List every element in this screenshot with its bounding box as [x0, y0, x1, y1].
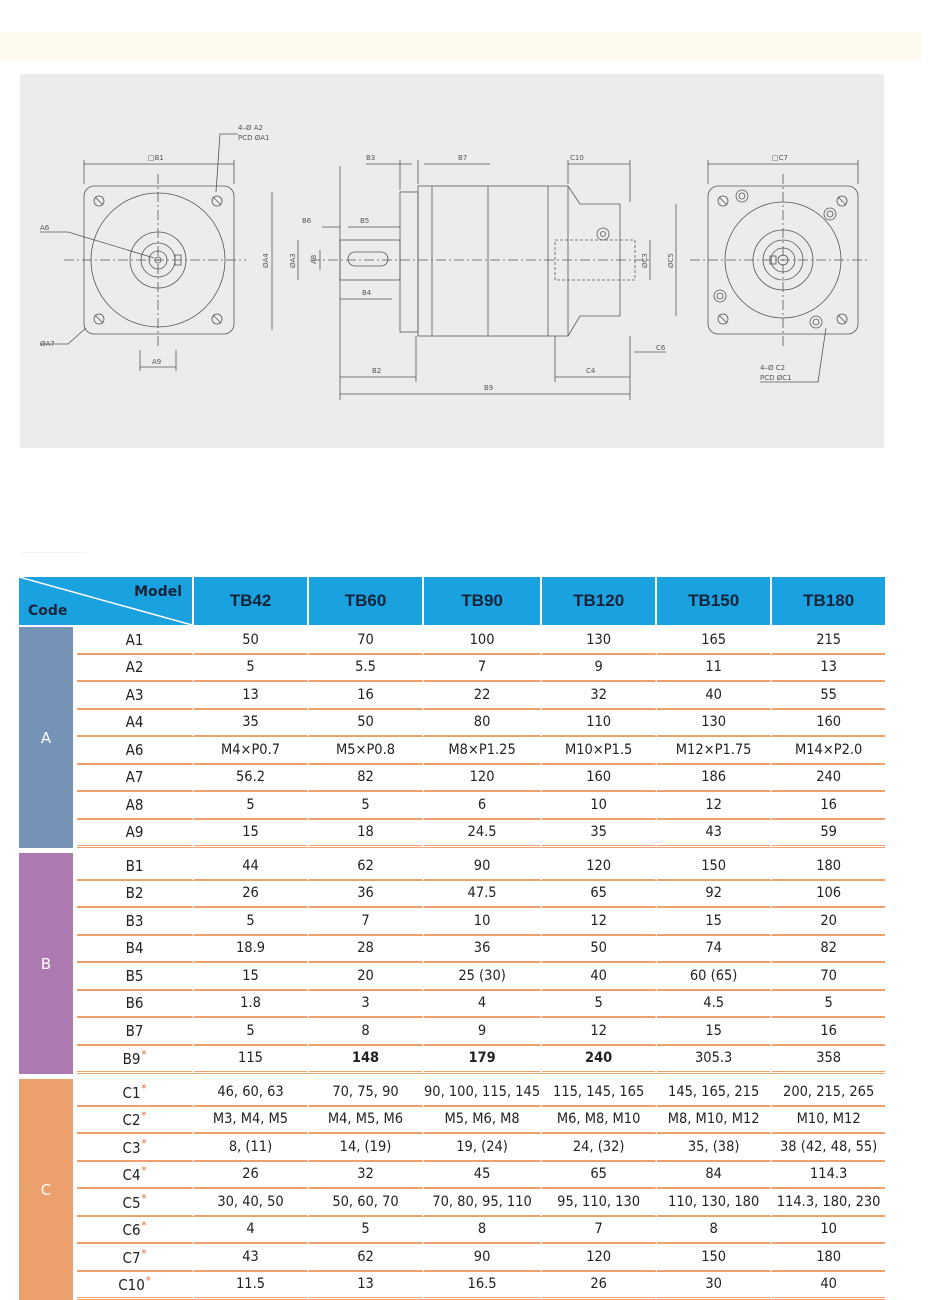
cell-value: 7	[424, 655, 542, 683]
table-row	[19, 1272, 885, 1300]
group-label-b: B	[19, 853, 77, 1074]
cell-value: 4.5	[657, 991, 772, 1019]
cell-value: 148	[309, 1046, 424, 1075]
cell-value: 13	[772, 655, 885, 683]
row-code	[77, 1107, 194, 1135]
row-code	[77, 737, 194, 765]
row-code	[77, 908, 194, 936]
cell-value: 16	[772, 1018, 885, 1046]
row-code	[77, 1244, 194, 1272]
group-label-a: A	[19, 627, 77, 848]
label-b4: B4	[362, 289, 372, 297]
label-b3: B3	[366, 154, 375, 162]
cell-value: 5	[194, 1018, 309, 1046]
label-pcd-a1: PCD ØA1	[238, 134, 269, 142]
cell-value: M8×P1.25	[424, 737, 542, 765]
cell-value: 13	[194, 682, 309, 710]
table-row	[19, 991, 885, 1019]
code-text: B5	[126, 967, 144, 985]
cell-value: 18.9	[194, 936, 309, 964]
cell-value: 9	[542, 655, 657, 683]
table-row	[19, 737, 885, 765]
label-a8: A8	[310, 255, 318, 264]
cell-value: 65	[542, 1162, 657, 1190]
cell-value: 100	[424, 627, 542, 655]
code-model-header	[19, 577, 194, 627]
cell-value: 43	[657, 820, 772, 849]
cell-value: 3	[309, 991, 424, 1019]
cell-value: 165	[657, 627, 772, 655]
cell-value: 12	[542, 1018, 657, 1046]
table-row	[19, 963, 885, 991]
cell-value: 5	[542, 991, 657, 1019]
code-text: C6	[123, 1221, 141, 1239]
cell-value: 106	[772, 881, 885, 909]
cell-value: 5	[194, 655, 309, 683]
row-code	[77, 682, 194, 710]
cell-value: 114.3	[772, 1162, 885, 1190]
model-header: TB120	[542, 577, 657, 627]
label-a4: ØA4	[262, 253, 270, 268]
cell-value: M3, M4, M5	[194, 1107, 309, 1135]
table-row	[19, 710, 885, 738]
asterisk-mark: *	[142, 1192, 147, 1205]
cell-value: M10, M12	[772, 1107, 885, 1135]
cell-value: 24.5	[424, 820, 542, 849]
top-banner	[0, 32, 922, 60]
row-code	[77, 820, 194, 849]
table-row	[19, 881, 885, 909]
cell-value: 7	[309, 908, 424, 936]
row-code	[77, 936, 194, 964]
code-text: A2	[126, 658, 144, 676]
table-row	[19, 936, 885, 964]
header-row	[19, 577, 885, 627]
cell-value: 13	[309, 1272, 424, 1300]
cell-value: 11.5	[194, 1272, 309, 1300]
label-c5: ØC5	[667, 253, 675, 268]
cell-value: 180	[772, 853, 885, 881]
label-c6: C6	[656, 344, 666, 352]
cell-value: 115	[194, 1046, 309, 1075]
cell-value: 30, 40, 50	[194, 1189, 309, 1217]
cell-value: 130	[657, 710, 772, 738]
label-c7: □C7	[772, 154, 788, 162]
cell-value: 50	[309, 710, 424, 738]
cell-value: 160	[772, 710, 885, 738]
cell-value: 90	[424, 1244, 542, 1272]
code-text: C4	[123, 1166, 141, 1184]
cell-value: 8	[424, 1217, 542, 1245]
cell-value: 160	[542, 765, 657, 793]
table-row	[19, 1189, 885, 1217]
cell-value: M4, M5, M6	[309, 1107, 424, 1135]
asterisk-mark: *	[142, 1109, 147, 1122]
code-text: C1	[123, 1084, 141, 1102]
code-text: B4	[126, 939, 144, 957]
table-row	[19, 1134, 885, 1162]
label-b2: B2	[372, 367, 381, 375]
cell-value: 15	[194, 963, 309, 991]
cell-value: 9	[424, 1018, 542, 1046]
cell-value: 47.5	[424, 881, 542, 909]
table-row	[19, 1079, 885, 1107]
row-code	[77, 1046, 194, 1075]
table-row	[19, 908, 885, 936]
cell-value: 74	[657, 936, 772, 964]
table-row	[19, 1162, 885, 1190]
label-b1: □B1	[148, 154, 164, 162]
cell-value: 26	[542, 1272, 657, 1300]
cell-value: 55	[772, 682, 885, 710]
cell-value: 60 (65)	[657, 963, 772, 991]
group-label-c: C	[19, 1079, 77, 1300]
row-code	[77, 792, 194, 820]
code-text: A3	[126, 686, 144, 704]
label-b7: B7	[458, 154, 467, 162]
cell-value: 8	[657, 1217, 772, 1245]
cell-value: 84	[657, 1162, 772, 1190]
cell-value: 16	[772, 792, 885, 820]
cell-value: 24, (32)	[542, 1134, 657, 1162]
table-row	[19, 1046, 885, 1075]
code-text: C7	[123, 1249, 141, 1267]
cell-value: 150	[657, 853, 772, 881]
cell-value: 40	[657, 682, 772, 710]
code-text: B1	[126, 857, 144, 875]
cell-value: 10	[424, 908, 542, 936]
row-code	[77, 1018, 194, 1046]
code-text: A9	[126, 823, 144, 841]
cell-value: 10	[542, 792, 657, 820]
code-text: A1	[126, 631, 144, 649]
asterisk-mark: *	[142, 1219, 147, 1232]
table-row	[19, 853, 885, 881]
table-row	[19, 765, 885, 793]
table-row	[19, 655, 885, 683]
table-row	[19, 627, 885, 655]
label-a7: ØA7	[40, 340, 55, 348]
code-text: C2	[123, 1111, 141, 1129]
spec-table	[19, 577, 885, 1300]
cell-value: 5	[309, 792, 424, 820]
cell-value: 8	[309, 1018, 424, 1046]
cell-value: 200, 215, 265	[772, 1079, 885, 1107]
cell-value: 15	[657, 1018, 772, 1046]
cell-value: 120	[542, 853, 657, 881]
cell-value: 26	[194, 881, 309, 909]
cell-value: 25 (30)	[424, 963, 542, 991]
label-c4: C4	[586, 367, 596, 375]
cell-value: 22	[424, 682, 542, 710]
cell-value: 8, (11)	[194, 1134, 309, 1162]
cell-value: 70, 80, 95, 110	[424, 1189, 542, 1217]
cell-value: 44	[194, 853, 309, 881]
front-view	[40, 134, 246, 371]
cell-value: 45	[424, 1162, 542, 1190]
divider	[20, 552, 86, 553]
spec-body	[19, 627, 885, 1300]
cell-value: 179	[424, 1046, 542, 1075]
asterisk-mark: *	[141, 1048, 146, 1061]
cell-value: 65	[542, 881, 657, 909]
cell-value: 115, 145, 165	[542, 1079, 657, 1107]
cell-value: M6, M8, M10	[542, 1107, 657, 1135]
code-text: A7	[126, 768, 144, 786]
cell-value: 10	[772, 1217, 885, 1245]
cell-value: 70	[772, 963, 885, 991]
cell-value: 5	[194, 792, 309, 820]
row-code	[77, 853, 194, 881]
cell-value: 56.2	[194, 765, 309, 793]
rear-view	[690, 160, 870, 382]
model-header: TB90	[424, 577, 542, 627]
cell-value: 150	[657, 1244, 772, 1272]
table-row	[19, 1217, 885, 1245]
code-text: B9	[123, 1050, 141, 1068]
label-a6: A6	[40, 224, 50, 232]
table-row	[19, 1244, 885, 1272]
model-header: TB150	[657, 577, 772, 627]
code-text: A8	[126, 796, 144, 814]
row-code	[77, 765, 194, 793]
model-label: Model	[134, 584, 182, 600]
cell-value: 50	[194, 627, 309, 655]
code-text: C5	[123, 1194, 141, 1212]
cell-value: 130	[542, 627, 657, 655]
cell-value: 35	[194, 710, 309, 738]
label-b9: B9	[484, 384, 493, 392]
cell-value: 95, 110, 130	[542, 1189, 657, 1217]
row-code	[77, 881, 194, 909]
cell-value: 4	[424, 991, 542, 1019]
cell-value: M10×P1.5	[542, 737, 657, 765]
cell-value: 90, 100, 115, 145	[424, 1079, 542, 1107]
cell-value: 120	[424, 765, 542, 793]
cell-value: 92	[657, 881, 772, 909]
side-view	[272, 160, 676, 400]
cell-value: M5, M6, M8	[424, 1107, 542, 1135]
cell-value: 70	[309, 627, 424, 655]
cell-value: 50, 60, 70	[309, 1189, 424, 1217]
cell-value: 12	[542, 908, 657, 936]
asterisk-mark: *	[142, 1137, 147, 1150]
cell-value: 30	[657, 1272, 772, 1300]
cell-value: 110, 130, 180	[657, 1189, 772, 1217]
row-code	[77, 1217, 194, 1245]
row-code	[77, 991, 194, 1019]
cell-value: 5	[772, 991, 885, 1019]
table-row	[19, 792, 885, 820]
cell-value: 19, (24)	[424, 1134, 542, 1162]
cell-value: 46, 60, 63	[194, 1079, 309, 1107]
cell-value: 1.8	[194, 991, 309, 1019]
cell-value: 15	[194, 820, 309, 849]
model-header: TB42	[194, 577, 309, 627]
cell-value: M5×P0.8	[309, 737, 424, 765]
cell-value: 82	[772, 936, 885, 964]
row-code	[77, 1189, 194, 1217]
cell-value: 186	[657, 765, 772, 793]
cell-value: 358	[772, 1046, 885, 1075]
cell-value: 70, 75, 90	[309, 1079, 424, 1107]
code-text: C3	[123, 1139, 141, 1157]
cell-value: 145, 165, 215	[657, 1079, 772, 1107]
row-code	[77, 1162, 194, 1190]
label-c3: ØC3	[641, 253, 649, 268]
cell-value: 215	[772, 627, 885, 655]
cell-value: 59	[772, 820, 885, 849]
model-header: TB60	[309, 577, 424, 627]
table-row	[19, 1107, 885, 1135]
cell-value: 5.5	[309, 655, 424, 683]
row-code	[77, 1134, 194, 1162]
cell-value: 6	[424, 792, 542, 820]
label-a2: 4–Ø A2	[238, 124, 263, 132]
cell-value: 240	[772, 765, 885, 793]
cell-value: 50	[542, 936, 657, 964]
code-label: Code	[28, 603, 67, 619]
cell-value: 20	[772, 908, 885, 936]
cell-value: 36	[424, 936, 542, 964]
model-header: TB180	[772, 577, 885, 627]
label-c2: 4–Ø C2	[760, 364, 785, 372]
cell-value: 5	[309, 1217, 424, 1245]
cell-value: 32	[542, 682, 657, 710]
cell-value: 305.3	[657, 1046, 772, 1075]
cell-value: 36	[309, 881, 424, 909]
label-a3: ØA3	[289, 253, 297, 268]
row-code	[77, 627, 194, 655]
row-code	[77, 963, 194, 991]
cell-value: 32	[309, 1162, 424, 1190]
row-code	[77, 1272, 194, 1300]
row-code	[77, 1079, 194, 1107]
code-text: B7	[126, 1022, 144, 1040]
cell-value: 28	[309, 936, 424, 964]
code-text: C10	[118, 1276, 145, 1294]
row-code	[77, 655, 194, 683]
cell-value: 110	[542, 710, 657, 738]
table-row	[19, 682, 885, 710]
cell-value: 5	[194, 908, 309, 936]
label-c10: C10	[570, 154, 584, 162]
cell-value: 40	[772, 1272, 885, 1300]
cell-value: 7	[542, 1217, 657, 1245]
asterisk-mark: *	[142, 1082, 147, 1095]
cell-value: M8, M10, M12	[657, 1107, 772, 1135]
cell-value: 35	[542, 820, 657, 849]
cell-value: M4×P0.7	[194, 737, 309, 765]
cell-value: 20	[309, 963, 424, 991]
cell-value: 35, (38)	[657, 1134, 772, 1162]
code-text: A4	[126, 713, 144, 731]
cell-value: 26	[194, 1162, 309, 1190]
dimension-drawing	[20, 74, 884, 448]
cell-value: 120	[542, 1244, 657, 1272]
cell-value: 62	[309, 1244, 424, 1272]
cell-value: 18	[309, 820, 424, 849]
cell-value: 80	[424, 710, 542, 738]
cell-value: 14, (19)	[309, 1134, 424, 1162]
code-text: B6	[126, 994, 144, 1012]
cell-value: 16.5	[424, 1272, 542, 1300]
asterisk-mark: *	[142, 1247, 147, 1260]
code-text: B2	[126, 884, 144, 902]
cell-value: 62	[309, 853, 424, 881]
cell-value: 40	[542, 963, 657, 991]
label-pcd-c1: PCD ØC1	[760, 374, 792, 382]
cell-value: 11	[657, 655, 772, 683]
cell-value: 12	[657, 792, 772, 820]
cell-value: 240	[542, 1046, 657, 1075]
table-row	[19, 1018, 885, 1046]
cell-value: 38 (42, 48, 55)	[772, 1134, 885, 1162]
label-a9: A9	[152, 358, 161, 366]
cell-value: 43	[194, 1244, 309, 1272]
table-row	[19, 820, 885, 849]
label-b6: B6	[302, 217, 312, 225]
code-text: A6	[126, 741, 144, 759]
cell-value: 82	[309, 765, 424, 793]
cell-value: 90	[424, 853, 542, 881]
cell-value: 16	[309, 682, 424, 710]
cell-value: M14×P2.0	[772, 737, 885, 765]
cell-value: 180	[772, 1244, 885, 1272]
asterisk-mark: *	[146, 1274, 151, 1287]
code-text: B3	[126, 912, 144, 930]
label-b5: B5	[360, 217, 369, 225]
cell-value: 4	[194, 1217, 309, 1245]
cell-value: M12×P1.75	[657, 737, 772, 765]
row-code	[77, 710, 194, 738]
cell-value: 15	[657, 908, 772, 936]
cell-value: 114.3, 180, 230	[772, 1189, 885, 1217]
asterisk-mark: *	[142, 1164, 147, 1177]
